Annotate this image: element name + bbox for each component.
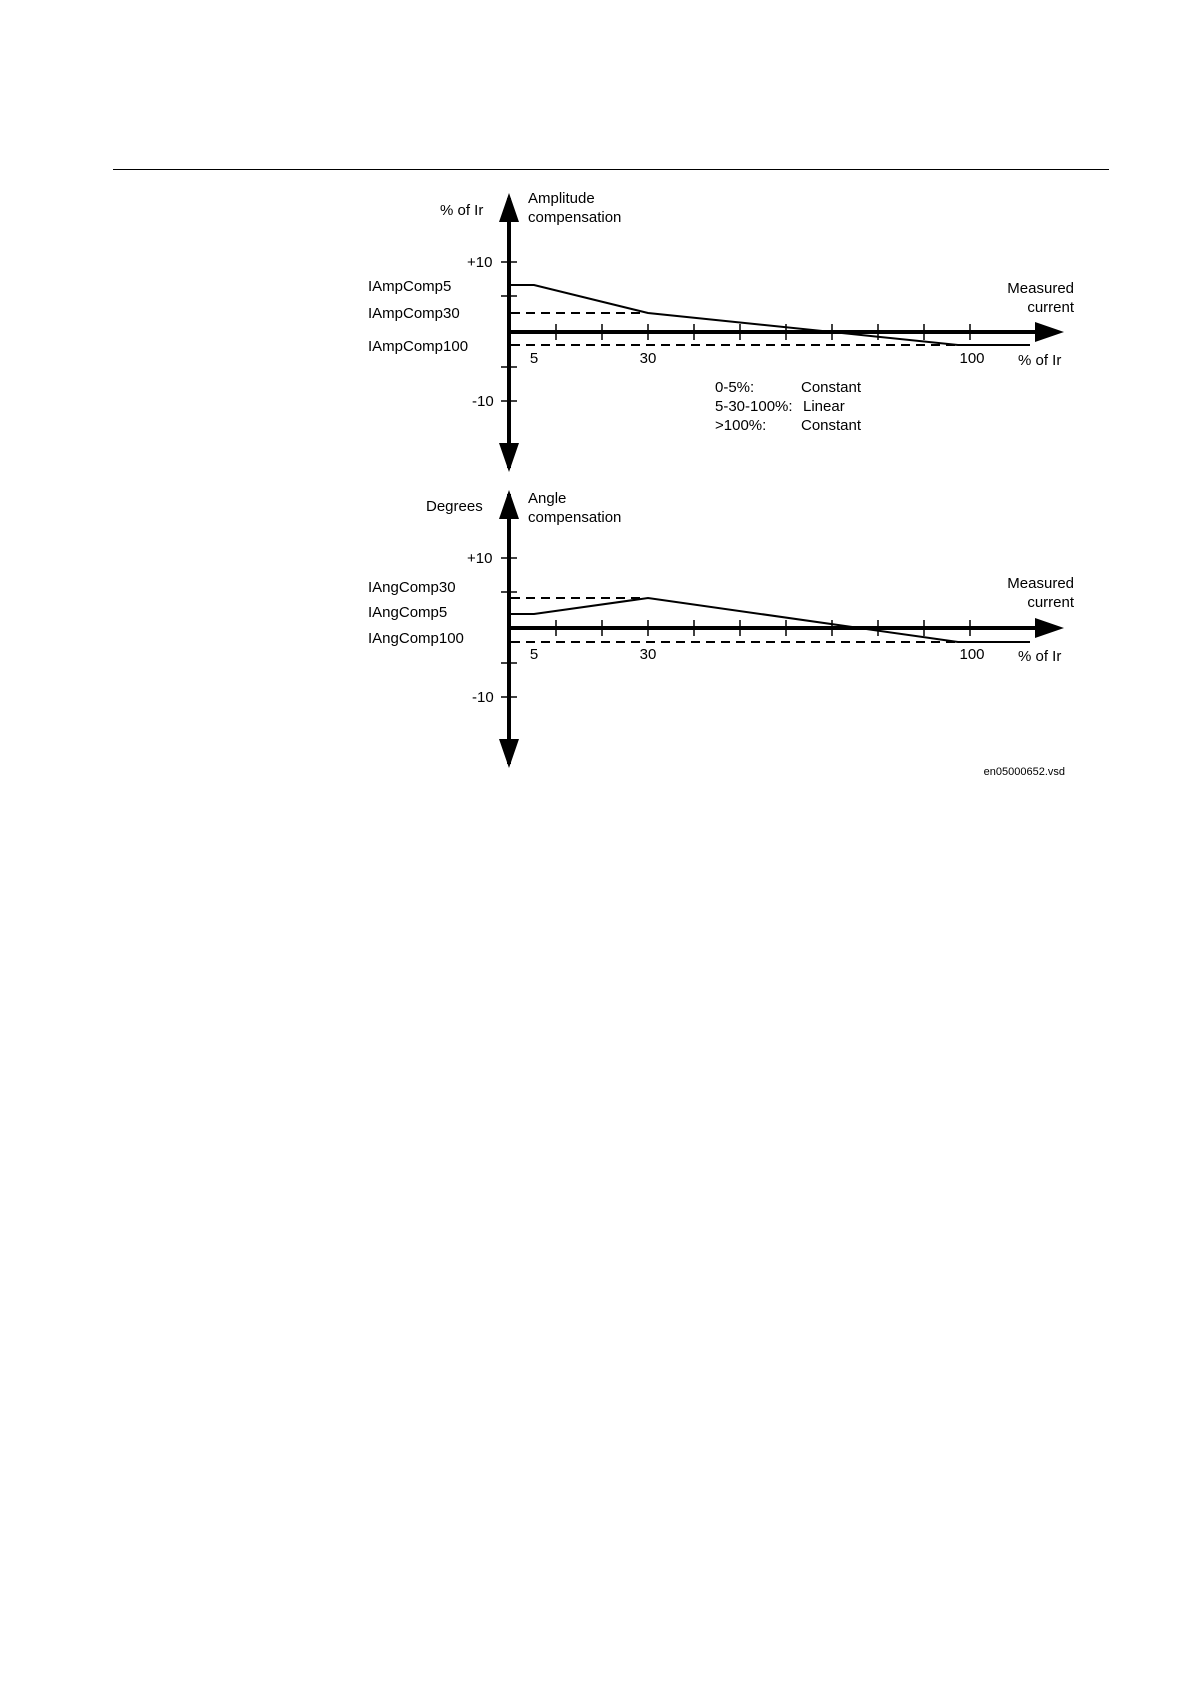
legend-mode: Linear [803, 398, 845, 415]
legend-range: >100%: [715, 417, 767, 434]
amplitude-title-line2: compensation [528, 209, 622, 226]
amplitude-curve-label-comp30: IAmpComp30 [368, 305, 460, 322]
amplitude-compensation-curve [511, 285, 1030, 345]
amplitude-x-name-line2: current [1027, 299, 1074, 316]
angle-title-line2: compensation [528, 509, 622, 526]
amplitude-x-name-line1: Measured [1007, 280, 1074, 297]
angle-x-arrow [1035, 618, 1064, 638]
angle-x-tick-label-5: 5 [529, 646, 539, 663]
amplitude-y-tick-minus-label: -10 [472, 393, 494, 410]
amplitude-curve-label-comp100: IAmpComp100 [368, 338, 469, 355]
amplitude-x-tick-label-100: 100 [959, 350, 985, 367]
amplitude-title-line1: Amplitude [528, 190, 595, 207]
angle-x-tick-label-100: 100 [959, 646, 985, 663]
figure-file-id: en05000652.vsd [983, 766, 1065, 778]
amplitude-y-arrow-up [499, 193, 519, 222]
angle-curve-label-comp100: IAngComp100 [368, 630, 464, 647]
amplitude-curve-label-comp5: IAmpComp5 [368, 278, 452, 295]
angle-x-tick-label-30: 30 [639, 646, 657, 663]
amplitude-chart [368, 190, 1075, 472]
legend-mode: Constant [801, 417, 862, 434]
amplitude-y-tick-plus-label: +10 [467, 254, 493, 271]
angle-x-name-line1: Measured [1007, 575, 1074, 592]
angle-y-tick-plus-label: +10 [467, 550, 493, 567]
angle-curve-label-comp5: IAngComp5 [368, 604, 448, 621]
angle-curve-label-comp30: IAngComp30 [368, 579, 456, 596]
amplitude-x-tick-label-5: 5 [529, 350, 539, 367]
angle-y-arrow-down [499, 739, 519, 768]
angle-compensation-curve [511, 598, 1030, 642]
angle-title-line1: Angle [528, 490, 567, 507]
angle-x-unit-label: % of Ir [1018, 648, 1062, 665]
amplitude-x-tick-label-30: 30 [639, 350, 657, 367]
angle-y-unit-label: Degrees [426, 498, 483, 515]
angle-x-name-line2: current [1027, 594, 1074, 611]
amplitude-x-arrow [1035, 322, 1064, 342]
angle-chart [368, 490, 1075, 768]
legend-range: 0-5%: [715, 379, 755, 396]
legend-mode: Constant [801, 379, 862, 396]
amplitude-y-arrow-down [499, 443, 519, 472]
legend-range: 5-30-100%: [715, 398, 793, 415]
angle-y-tick-minus-label: -10 [472, 689, 494, 706]
angle-y-arrow-up [499, 490, 519, 519]
amplitude-legend [715, 379, 862, 434]
amplitude-y-unit-label: % of Ir [440, 202, 484, 219]
amplitude-x-unit-label: % of Ir [1018, 352, 1062, 369]
